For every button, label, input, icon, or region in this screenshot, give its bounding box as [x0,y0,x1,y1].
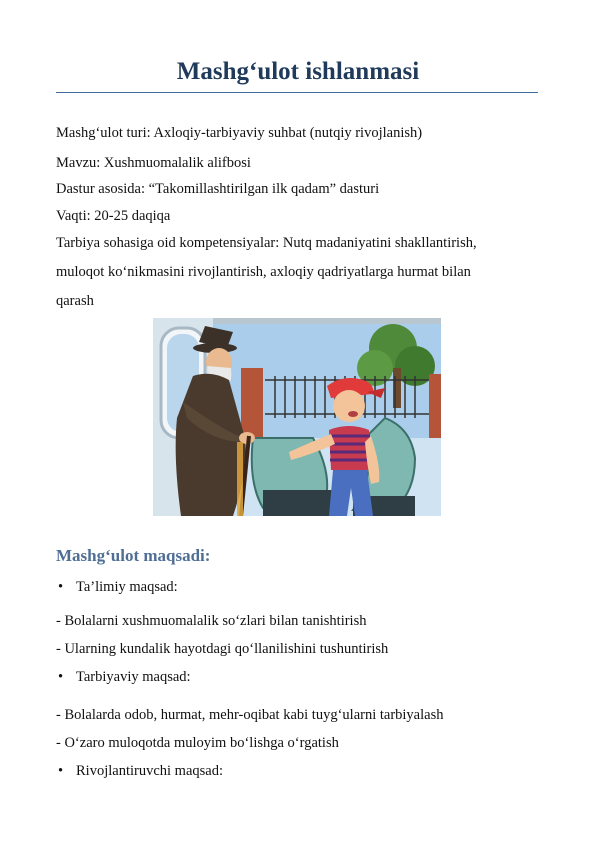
bullet-icon: • [58,579,64,595]
upbringing-goal-item-2: - O‘zaro muloqotda muloyim bo‘lishga o‘rgatish [56,735,339,751]
lesson-type: Mashg‘ulot turi: Axloqiy-tarbiyaviy suhbat (nutqiy rivojlanish) [56,125,423,141]
educational-goal-item-2: - Ularning kundalik hayotdagi qo‘llanilishini tushuntirish [56,641,389,657]
competencies-line-2: muloqot ko‘nikmasini rivojlantirish, axloqiy qadriyatlarga hurmat bilan [56,264,471,280]
developmental-goal-label: Rivojlantiruvchi maqsad: [76,763,223,779]
goals-heading: Mashg‘ulot maqsadi: [56,546,211,565]
bullet-icon: • [58,763,64,779]
title-underline [56,92,538,93]
upbringing-goal-label: Tarbiyaviy maqsad: [76,669,191,685]
educational-goal-item-1: - Bolalarni xushmuomalalik so‘zlari bilan tanishtirish [56,613,367,629]
lesson-topic: Mavzu: Xushmuomalalik alifbosi [56,155,251,171]
lesson-program: Dastur asosida: “Takomillashtirilgan ilk qadam” dasturi [56,181,380,197]
educational-goal-label: Ta’limiy maqsad: [76,579,178,595]
competencies-line-1: Tarbiya sohasiga oid kompetensiyalar: Nutq madaniyatini shakllantirish, [56,235,477,251]
upbringing-goal-item-1: - Bolalarda odob, hurmat, mehr-oqibat kabi tuyg‘ularni tarbiyalash [56,707,444,723]
lesson-time: Vaqti: 20-25 daqiqa [56,208,171,224]
document-title: Mashg‘ulot ishlanmasi [176,58,420,85]
illustration-old-man-and-boy [153,318,441,516]
bullet-icon: • [58,669,64,685]
competencies-line-3: qarash [56,293,94,309]
